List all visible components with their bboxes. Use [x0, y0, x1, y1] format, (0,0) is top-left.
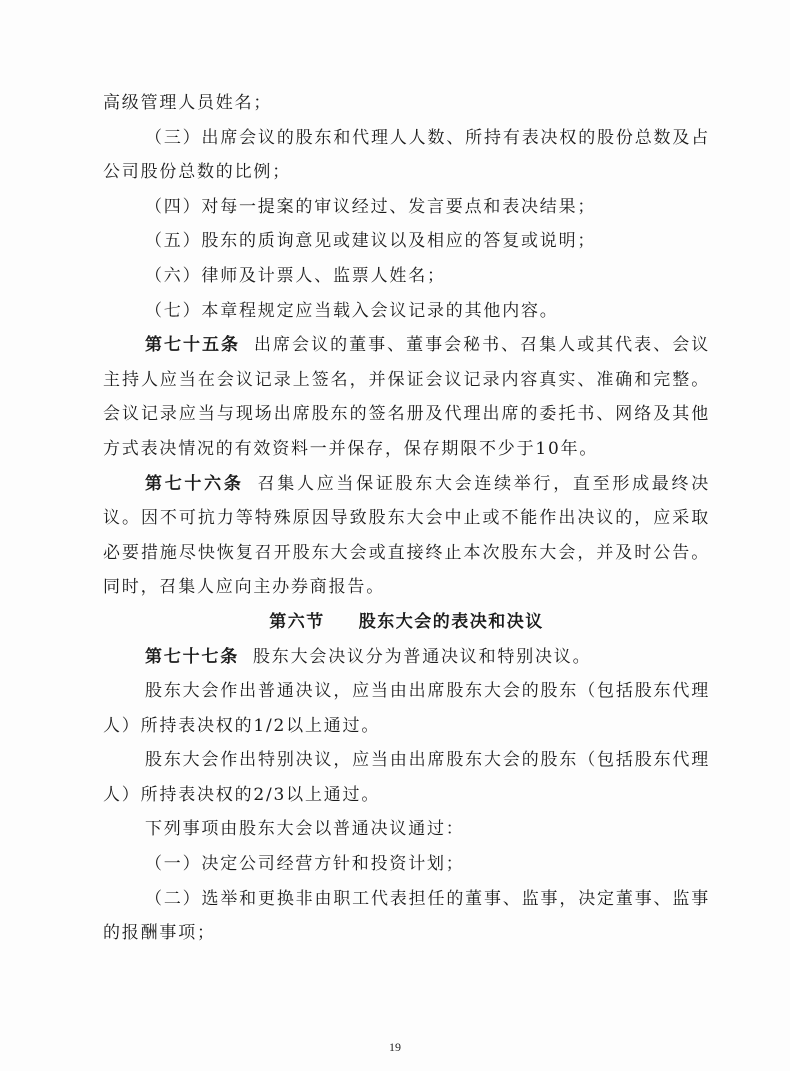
section-title: 股东大会的表决和决议 [358, 611, 544, 632]
article-text: 股东大会决议分为普通决议和特别决议。 [253, 646, 592, 667]
article-label: 第七十五条 [145, 335, 241, 356]
paragraph: （二）选举和更换非由职工代表担任的董事、监事，决定董事、监事的报酬事项； [103, 888, 710, 944]
paragraph: （四）对每一提案的审议经过、发言要点和表决结果； [145, 196, 597, 217]
paragraph: （一）决定公司经营方针和投资计划； [145, 854, 465, 875]
article-text: 出席会议的董事、董事会秘书、召集人或其代表、会议主持人应当在会议记录上签名，并保证会议记录内容真实、准确和完整。会议记录应当与现场出席股东的签名册及代理出席的委托书、网络及其他方式表决情况的有效资料一并保存，保存期限不少于10年。 [103, 335, 711, 459]
article-77 [103, 640, 710, 675]
article-text: 召集人应当保证股东大会连续举行，直至形成最终决议。因不可抗力等特殊原因导致股东大会中止或不能作出决议的，应采取必要措施尽快恢复召开股东大会或直接终止本次股东大会，并及时公告。同时，召集人应向主办券商报告。 [103, 473, 711, 598]
paragraph: （五）股东的质询意见或建议以及相应的答复或说明； [145, 231, 597, 252]
article-label: 第七十六条 [145, 473, 244, 494]
document-body [103, 86, 710, 951]
paragraph: 下列事项由股东大会以普通决议通过： [145, 819, 465, 840]
paragraph: （三）出席会议的股东和代理人人数、所持有表决权的股份总数及占公司股份总数的比例； [103, 127, 710, 183]
article-75 [103, 328, 710, 466]
paragraph: 高级管理人员姓名； [103, 93, 273, 113]
section-number: 第六节 [269, 611, 325, 632]
page-number: 19 [389, 1040, 401, 1054]
section-heading [103, 605, 710, 640]
article-label: 第七十七条 [145, 646, 239, 667]
paragraph: 股东大会作出特别决议，应当由出席股东大会的股东（包括股东代理人）所持表决权的2/3以上通过。 [103, 750, 710, 805]
paragraph: （六）律师及计票人、监票人姓名； [145, 265, 446, 286]
paragraph: （七）本章程规定应当载入会议记录的其他内容。 [145, 300, 559, 321]
article-76 [103, 467, 710, 605]
paragraph: 股东大会作出普通决议，应当由出席股东大会的股东（包括股东代理人）所持表决权的1/2以上通过。 [103, 681, 710, 736]
